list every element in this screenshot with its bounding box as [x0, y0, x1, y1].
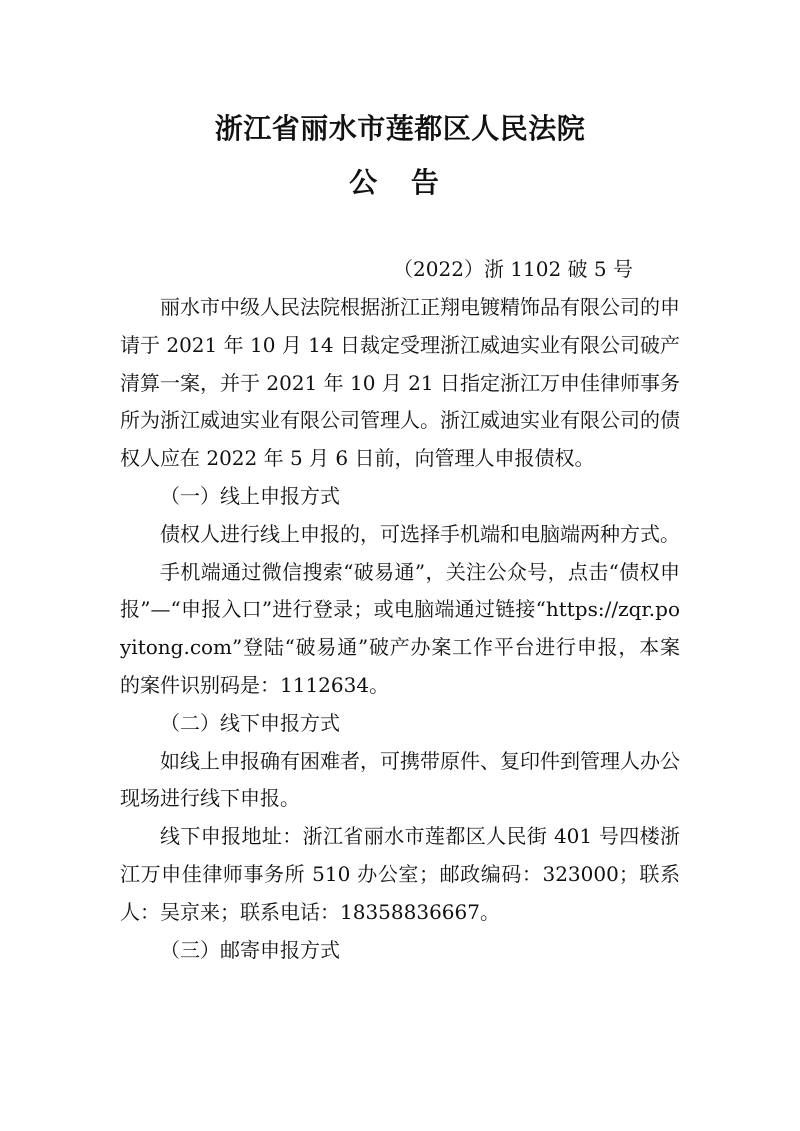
section-mail-heading: （三）邮寄申报方式: [160, 937, 340, 962]
notice-body: [120, 289, 680, 969]
section-offline-paragraph-1: 如线上申报确有困难者，可携带原件、复印件到管理人办公现场进行线下申报。: [120, 748, 680, 811]
section-online-heading: （一）线上申报方式: [160, 483, 340, 508]
section-online-paragraph-1: 债权人进行线上申报的，可选择手机端和电脑端两种方式。: [160, 521, 680, 546]
case-number: （2022）浙 1102 破 5 号: [393, 257, 633, 281]
notice-title: 公 告: [349, 166, 451, 199]
section-online-paragraph-2: 手机端通过微信搜索“破易通”，关注公众号，点击“债权申报”—“申报入口”进行登录；或电脑端通过链接“https://zqr.poyitong.com”登陆“破易通”破产办案工作平台进行申报，本案的案件识别码是：1112634。: [120, 559, 680, 697]
section-offline-heading: （二）线下申报方式: [160, 710, 340, 735]
intro-paragraph: 丽水市中级人民法院根据浙江正翔电镀精饰品有限公司的申请于 2021 年 10 月 14 日裁定受理浙江威迪实业有限公司破产清算一案，并于 2021 年 10 月 21 日指定浙江万申佳律师事务所为浙江威迪实业有限公司管理人。浙江威迪实业有限公司的债权人应在 2022 年 5 月 6 日前，向管理人申报债权。: [120, 295, 680, 471]
court-name-title: 浙江省丽水市莲都区人民法院: [214, 112, 586, 145]
section-offline-paragraph-2: 线下申报地址：浙江省丽水市莲都区人民街 401 号四楼浙江万申佳律师事务所 510 办公室；邮政编码：323000；联系人：吴京来；联系电话：18358836667。: [120, 824, 680, 924]
